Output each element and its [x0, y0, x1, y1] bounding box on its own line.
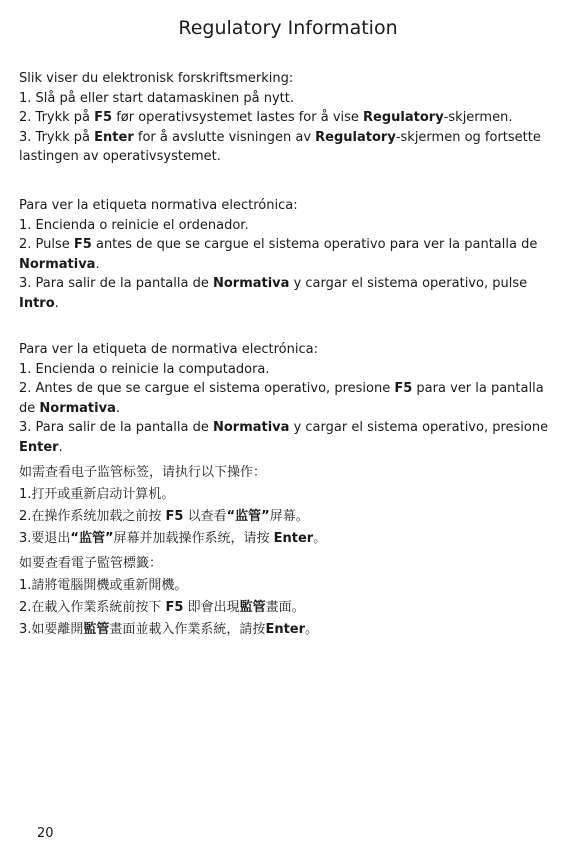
step-1: 1.請將電腦開機或重新開機。 [19, 578, 188, 593]
step-3: 3.要退出“监管”屏幕并加载操作系统，请按 Enter。 [19, 531, 327, 546]
section-spanish-la [19, 340, 559, 457]
step-2: 2. Antes de que se cargue el sistema operativo, presione F5 para ver la pantalla de Normativa. [19, 381, 544, 416]
section-intro: 如需查看电子监管标签，请执行以下操作： [19, 465, 267, 480]
section-intro: Para ver la etiqueta normativa electrónica: [19, 198, 298, 213]
step-2: 2. Trykk på F5 før operativsystemet lastes for å vise Regulatory-skjermen. [19, 110, 513, 125]
step-2: 2.在操作系统加载之前按 F5 以查看“监管”屏幕。 [19, 509, 309, 524]
section-spanish-es [19, 196, 559, 313]
step-3: 3. Trykk på Enter for å avslutte visningen av Regulatory-skjermen og fortsette lastingen av operativsystemet. [19, 129, 541, 164]
step-1: 1. Encienda o reinicie la computadora. [19, 361, 270, 377]
step-3: 3. Para salir de la pantalla de Normativa y cargar el sistema operativo, presione Enter. [19, 420, 549, 455]
step-2: 2.在載入作業系統前按下 F5 即會出現監管畫面。 [19, 600, 305, 615]
step-3: 3.如要離開監管畫面並載入作業系統，請按Enter。 [19, 622, 319, 637]
section-intro: Slik viser du elektronisk forskriftsmerking: [19, 71, 294, 86]
section-norwegian [19, 69, 559, 167]
step-2: 2. Pulse F5 antes de que se cargue el sistema operativo para ver la pantalla de Normativa. [19, 237, 538, 272]
step-1: 1. Encienda o reinicie el ordenador. [19, 217, 249, 233]
section-intro: Para ver la etiqueta de normativa electrónica: [19, 342, 318, 357]
step-1: 1.打开或重新启动计算机。 [19, 487, 175, 502]
section-chinese-traditional [19, 553, 559, 641]
section-intro: 如要查看電子監管標籤： [19, 556, 163, 571]
step-1: 1. Slå på eller start datamaskinen på nytt. [19, 90, 294, 106]
page-number: 20 [37, 826, 54, 841]
step-3: 3. Para salir de la pantalla de Normativa y cargar el sistema operativo, pulse Intro. [19, 276, 528, 311]
page-title: Regulatory Information [178, 17, 398, 39]
section-chinese-simplified [19, 462, 559, 550]
